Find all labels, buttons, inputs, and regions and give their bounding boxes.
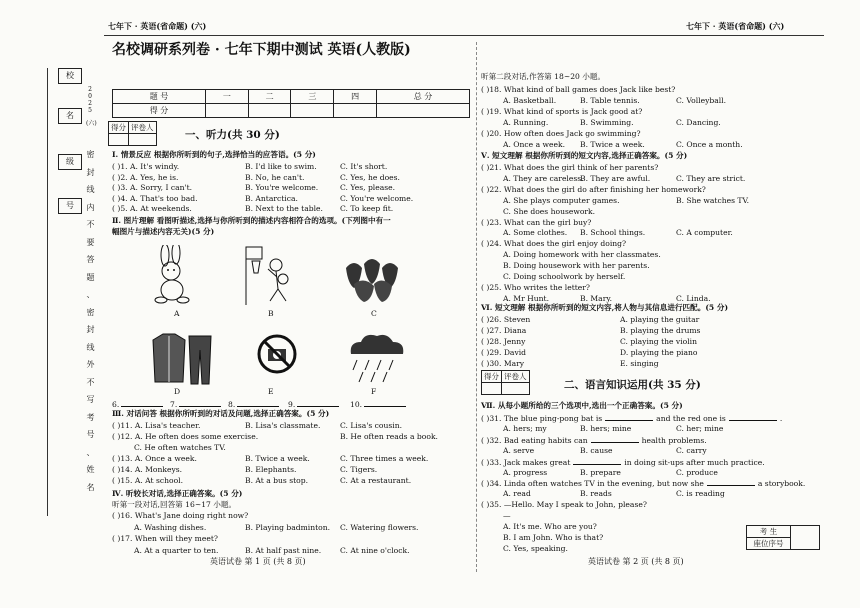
section-1-title: Ⅰ. 情景反应 根据你所听到的句子,选择恰当的应答语。(5 分) xyxy=(112,150,316,159)
grammar-option-b: B. hers; mine xyxy=(580,423,632,433)
passage-item-option-c: B. She watches TV. xyxy=(676,195,750,205)
dialogue-item-option-c: C. Three times a week. xyxy=(340,454,429,463)
answer-blank[interactable] xyxy=(591,435,639,443)
match-person: ( )27. Diana xyxy=(481,325,527,335)
grammar-stem: ( )35. —Hello. May I speak to John, please? xyxy=(481,500,647,510)
answer-blank[interactable] xyxy=(297,399,339,407)
passage-item-option-c: C. They are strict. xyxy=(676,173,746,183)
picture-answer xyxy=(288,399,339,409)
seal-char: 内 xyxy=(86,202,95,212)
listening-item-option-b: B. No, he can't. xyxy=(245,172,305,182)
passage-item-text: B. Doing housework with her parents. xyxy=(503,261,650,271)
seal-char: 线 xyxy=(86,342,95,352)
score-header: 一 xyxy=(205,90,248,104)
grammar-end: a storybook. xyxy=(757,479,806,489)
answer-blank[interactable] xyxy=(729,413,777,421)
rabbit-picture xyxy=(148,245,198,305)
grader-name-cell[interactable] xyxy=(502,383,530,395)
listening-item-option-c: C. It's short. xyxy=(340,162,388,171)
listening-item-option-b: B. Antarctica. xyxy=(245,193,298,203)
grammar-item xyxy=(503,446,534,455)
grader-label: 评卷人 xyxy=(129,122,157,134)
picture-answer xyxy=(170,399,221,409)
picture-label-f: F xyxy=(371,387,377,396)
number-box[interactable]: 号 xyxy=(58,198,82,214)
long-dialogue-item-text: ( )17. When will they meet? xyxy=(112,534,218,544)
seal-char: 密 xyxy=(86,307,95,317)
score-header: 三 xyxy=(291,90,334,104)
dialogue-item-option-c: C. At a restaurant. xyxy=(340,476,412,485)
score-cell[interactable] xyxy=(377,104,470,118)
picture-label-d: D xyxy=(174,387,181,396)
question-option-c: C. Volleyball. xyxy=(676,96,727,105)
grammar-stem: A. progress xyxy=(503,467,548,477)
listening-item-option-b: B. Next to the table. xyxy=(245,204,323,214)
exam-title: 名校调研系列卷 · 七年下期中测试 英语(人教版) xyxy=(112,42,411,58)
passage-item-text: ( )21. What does the girl think of her parents? xyxy=(481,163,659,172)
question-option-c: C. Dancing. xyxy=(676,118,721,127)
answer-blank[interactable] xyxy=(707,478,755,486)
grammar-stem: B. I am John. Who is that? xyxy=(503,532,604,542)
answer-blank[interactable] xyxy=(573,457,621,465)
score-cell[interactable] xyxy=(205,104,248,118)
dialogue-item-option-b: B. At a bus stop. xyxy=(245,476,309,485)
dialogue-item-option-b: B. Elephants. xyxy=(245,465,297,474)
passage-item-text: C. She does housework. xyxy=(503,206,596,216)
school-box[interactable]: 校 xyxy=(58,68,82,84)
section-3-title: Ⅲ. 对话问答 根据你所听到的对话及问题,选择正确答案。(5 分) xyxy=(112,409,330,418)
listening-item-option-b: B. You're welcome. xyxy=(245,183,319,193)
picture-answer-number: 7. xyxy=(170,400,178,409)
score-header: 题 号 xyxy=(113,90,206,104)
footer-right: 英语试卷 第 2 页 (共 8 页) xyxy=(588,557,684,566)
long-dialogue-item-option-b: B. Playing badminton. xyxy=(245,522,331,532)
grammar-item xyxy=(481,413,782,423)
dialogue-2-intro: 听第二段对话,作答第 18~20 小题。 xyxy=(481,72,606,81)
grader-score-cell[interactable] xyxy=(482,383,502,395)
grammar-option-c: C. produce xyxy=(676,467,718,477)
question-text: A. Running. xyxy=(503,118,549,127)
question-option-b: B. Swimming. xyxy=(580,118,634,127)
seal-char: 线 xyxy=(86,185,95,194)
seal-char: 号 xyxy=(86,430,95,439)
dialogue-item-option-c: C. Lisa's cousin. xyxy=(340,421,403,430)
answer-blank[interactable] xyxy=(179,399,221,407)
seal-char: 密 xyxy=(86,150,95,159)
match-activity: C. playing the violin xyxy=(620,336,697,346)
grammar-item xyxy=(503,544,568,553)
part1-title: 一、听力(共 30 分) xyxy=(185,129,280,141)
seal-char: 、 xyxy=(86,447,95,457)
clothes-picture xyxy=(147,332,215,390)
passage-item-text: ( )22. What does the girl do after finishing her homework? xyxy=(481,184,706,194)
seat-label-2: 座位序号 xyxy=(747,538,791,550)
question-text: ( )18. What kind of ball games does Jack like best? xyxy=(481,85,676,94)
passage-item-option-b: B. Mary. xyxy=(580,293,613,303)
dialogue-item-text: C. He often watches TV. xyxy=(134,443,226,452)
passage-item-text: ( )23. What can the girl buy? xyxy=(481,217,592,227)
dialogue-item-text: ( )15. A. At school. xyxy=(112,476,183,485)
class-box[interactable]: 级 xyxy=(58,154,82,170)
header-rule-right xyxy=(476,35,824,36)
picture-answer xyxy=(228,399,279,409)
section-4-title: Ⅳ. 听较长对话,选择正确答案。(5 分) xyxy=(112,489,243,498)
listening-item-option-c: C. Yes, he does. xyxy=(340,172,400,182)
grader-label: 评卷人 xyxy=(502,371,530,383)
grammar-item xyxy=(503,489,531,498)
seat-number-cell[interactable] xyxy=(791,526,820,550)
grammar-item xyxy=(481,500,647,509)
listening-item-option-c: C. You're welcome. xyxy=(340,193,414,203)
seal-char: 姓 xyxy=(86,465,95,474)
picture-label-a: A xyxy=(174,309,180,318)
match-person: ( )26. Steven xyxy=(481,315,531,324)
section-6-title: Ⅵ. 短文理解 根据你所听到的短文内容,将人物与其信息进行匹配。(5 分) xyxy=(481,303,729,312)
listening-item-text: ( )1. A. It's windy. xyxy=(112,162,180,171)
seal-char: 题 xyxy=(86,272,95,282)
name-box[interactable]: 名 xyxy=(58,108,82,124)
footer-left: 英语试卷 第 1 页 (共 8 页) xyxy=(210,557,306,566)
grammar-option-c: C. her; mine xyxy=(676,423,724,433)
grammar-option-c: C. carry xyxy=(676,445,707,455)
listening-item-text: ( )4. A. That's too bad. xyxy=(112,193,198,203)
seal-char: 要 xyxy=(86,237,95,247)
seal-char: 不 xyxy=(86,220,95,229)
dialogue-item-text: ( )14. A. Monkeys. xyxy=(112,465,183,474)
listening-item-option-b: B. I'd like to swim. xyxy=(245,162,317,171)
dialogue-item-text: ( )13. A. Once a week. xyxy=(112,454,197,463)
answer-blank[interactable] xyxy=(121,399,163,407)
question-option-c: C. Once a month. xyxy=(676,140,743,149)
grammar-stem: ( )34. Linda often watches TV in the evening, but now she xyxy=(481,479,704,489)
paper-number: (六) xyxy=(86,120,97,127)
grader-box-2 xyxy=(481,370,530,395)
section-2-title-2: 幅图片与描述内容无关)(5 分) xyxy=(112,227,215,236)
grammar-stem: ( )33. Jack makes great xyxy=(481,457,571,467)
match-activity: E. singing xyxy=(620,358,659,368)
passage-item-option-b: B. They are awful. xyxy=(580,173,651,183)
picture-answer xyxy=(112,399,163,409)
dialogue-item-option-b: B. Twice a week. xyxy=(245,454,310,463)
grammar-end: in doing sit-ups after much practice. xyxy=(624,457,765,467)
listening-item-option-c: C. To keep fit. xyxy=(340,204,394,214)
picture-label-c: C xyxy=(371,309,377,318)
dialogue-item-option-c: B. He often reads a book. xyxy=(340,432,438,441)
passage-item-text: A. Mr Hunt. xyxy=(503,293,550,303)
score-header: 四 xyxy=(334,90,377,104)
section-7-title: Ⅶ. 从每小题所给的三个选项中,选出一个正确答案。(5 分) xyxy=(481,401,683,410)
listening-item-text: ( )5. A. At weekends. xyxy=(112,204,192,214)
rain-picture xyxy=(343,332,409,388)
picture-answer xyxy=(350,399,406,409)
section-4-intro: 听第一段对话,回答第 16~17 小题。 xyxy=(112,500,237,509)
section-2-title: Ⅱ. 图片理解 看图听描述,选择与你所听到的描述内容相符合的选项。(下列图中有一 xyxy=(112,216,391,225)
seal-char: 封 xyxy=(86,325,95,334)
picture-answer-number: 6. xyxy=(112,400,120,409)
grader-score-cell[interactable] xyxy=(109,134,129,146)
answer-blank[interactable] xyxy=(237,399,279,407)
dialogue-item-option-c: C. Tigers. xyxy=(340,465,378,474)
seal-char: 考 xyxy=(86,412,95,422)
question-text: ( )20. How often does Jack go swimming? xyxy=(481,129,641,138)
seal-char: 外 xyxy=(86,360,95,369)
picture-answer-number: 8. xyxy=(228,400,236,409)
match-activity: A. playing the guitar xyxy=(620,315,700,324)
picture-answer-number: 10. xyxy=(350,400,363,409)
grammar-option-b: B. reads xyxy=(580,489,612,499)
question-text: A. Basketball. xyxy=(503,96,557,105)
grammar-end: . xyxy=(779,414,783,423)
match-person: ( )28. Jenny xyxy=(481,336,526,346)
score-cell[interactable] xyxy=(248,104,291,118)
seat-label: 考 生 xyxy=(747,526,791,538)
year-code: 2025 xyxy=(88,86,92,114)
dialogue-item-option-b: B. Lisa's classmate. xyxy=(245,421,321,430)
seal-char: 、 xyxy=(86,290,95,299)
long-dialogue-item-option-c: C. At nine o'clock. xyxy=(340,545,410,555)
question-text: ( )19. What kind of sports is Jack good at? xyxy=(481,107,643,116)
grammar-item xyxy=(503,511,511,520)
section-5-title: Ⅴ. 短文理解 根据你所听到的短文内容,选择正确答案。(5 分) xyxy=(481,151,688,160)
passage-item-option-b: B. School things. xyxy=(580,228,646,238)
grammar-option-b: B. cause xyxy=(580,445,613,455)
score-cell[interactable] xyxy=(291,104,334,118)
match-person: ( )30. Mary xyxy=(481,358,525,368)
score-cell[interactable] xyxy=(334,104,377,118)
picture-answer-number: 9. xyxy=(288,400,296,409)
passage-item-text: A. Some clothes. xyxy=(503,228,568,238)
picture-label-e: E xyxy=(268,387,274,396)
part2-title: 二、语言知识运用(共 35 分) xyxy=(564,379,701,391)
seal-char: 答 xyxy=(86,255,95,264)
passage-item-option-c: C. Linda. xyxy=(676,293,711,303)
header-rule-left xyxy=(104,35,476,36)
seal-char: 封 xyxy=(86,167,95,177)
dialogue-item-text: ( )12. A. He often does some exercise. xyxy=(112,432,259,441)
answer-blank[interactable] xyxy=(605,413,653,421)
seal-char: 不 xyxy=(86,377,95,387)
long-dialogue-item-text: A. At a quarter to ten. xyxy=(134,545,219,555)
passage-item-text: A. They are careless. xyxy=(503,173,584,183)
grammar-item xyxy=(503,424,547,433)
question-option-b: B. Table tennis. xyxy=(580,96,640,105)
grammar-option-c: C. is reading xyxy=(676,489,725,499)
match-activity: B. playing the drums xyxy=(620,325,701,335)
listening-item-text: ( )2. A. Yes, he is. xyxy=(112,172,179,182)
grader-score-label: 得分 xyxy=(109,122,129,134)
basketball-picture xyxy=(240,243,300,307)
long-dialogue-item-text: ( )16. What's Jane doing right now? xyxy=(112,511,249,520)
grammar-item xyxy=(503,533,603,542)
dialogue-item-text: ( )11. A. Lisa's teacher. xyxy=(112,421,201,430)
passage-item-text: C. Doing schoolwork by herself. xyxy=(503,272,626,281)
page-header-left: 七年下 · 英语(省命题) (六) xyxy=(108,21,207,31)
match-activity: D. playing the piano xyxy=(620,347,698,357)
long-dialogue-item-option-b: B. At half past nine. xyxy=(245,545,322,555)
listening-item-option-c: C. Yes, please. xyxy=(340,183,396,193)
passage-item-text: ( )24. What does the girl enjoy doing? xyxy=(481,239,627,249)
picture-label-b: B xyxy=(268,309,274,318)
seal-char: 名 xyxy=(86,482,95,492)
grammar-stem: A. hers; my xyxy=(503,423,547,433)
seat-number-box xyxy=(746,525,820,550)
grammar-mid: and the red one is xyxy=(656,414,726,423)
listening-item-text: ( )3. A. Sorry, I can't. xyxy=(112,183,193,193)
grammar-stem: A. read xyxy=(503,489,531,499)
grammar-stem: A. serve xyxy=(503,445,535,455)
passage-item-option-c: C. A computer. xyxy=(676,228,733,238)
page-header-right: 七年下 · 英语(省命题) (六) xyxy=(686,21,785,31)
question-text: A. Once a week. xyxy=(503,140,566,149)
grader-name-cell[interactable] xyxy=(129,134,157,146)
grammar-stem: A. It's me. Who are you? xyxy=(503,522,597,531)
long-dialogue-item-option-c: C. Watering flowers. xyxy=(340,522,419,532)
grammar-stem: ( )32. Bad eating habits can xyxy=(481,435,588,445)
grader-score-label: 得分 xyxy=(482,371,502,383)
grammar-item xyxy=(503,522,597,531)
grader-box xyxy=(108,121,157,146)
no-photo-sign-picture xyxy=(257,334,297,374)
seal-char: 写 xyxy=(86,395,95,404)
answer-blank[interactable] xyxy=(364,399,406,407)
grammar-stem: C. Yes, speaking. xyxy=(503,543,568,553)
match-person: ( )29. David xyxy=(481,347,527,357)
strawberries-picture xyxy=(338,250,402,304)
long-dialogue-item-text: A. Washing dishes. xyxy=(134,522,207,532)
passage-item-text: A. Doing homework with her classmates. xyxy=(503,250,661,260)
score-header: 总 分 xyxy=(377,90,470,104)
grammar-stem: ( )31. The blue ping-pong bat is xyxy=(481,414,603,423)
passage-item-text: ( )25. Who writes the letter? xyxy=(481,282,590,292)
page-divider xyxy=(476,42,477,572)
question-option-b: B. Twice a week. xyxy=(580,140,645,149)
grammar-option-b: B. prepare xyxy=(580,467,621,477)
score-row-label: 得 分 xyxy=(113,104,206,118)
grammar-end: health problems. xyxy=(641,435,707,445)
grammar-item xyxy=(481,435,707,445)
grammar-stem: — xyxy=(503,511,511,521)
score-table xyxy=(112,89,470,118)
binding-line xyxy=(47,68,48,516)
grammar-item xyxy=(481,457,765,467)
score-header: 二 xyxy=(248,90,291,104)
grammar-item xyxy=(481,478,805,488)
passage-item-text: A. She plays computer games. xyxy=(503,195,620,205)
grammar-item xyxy=(503,468,547,477)
